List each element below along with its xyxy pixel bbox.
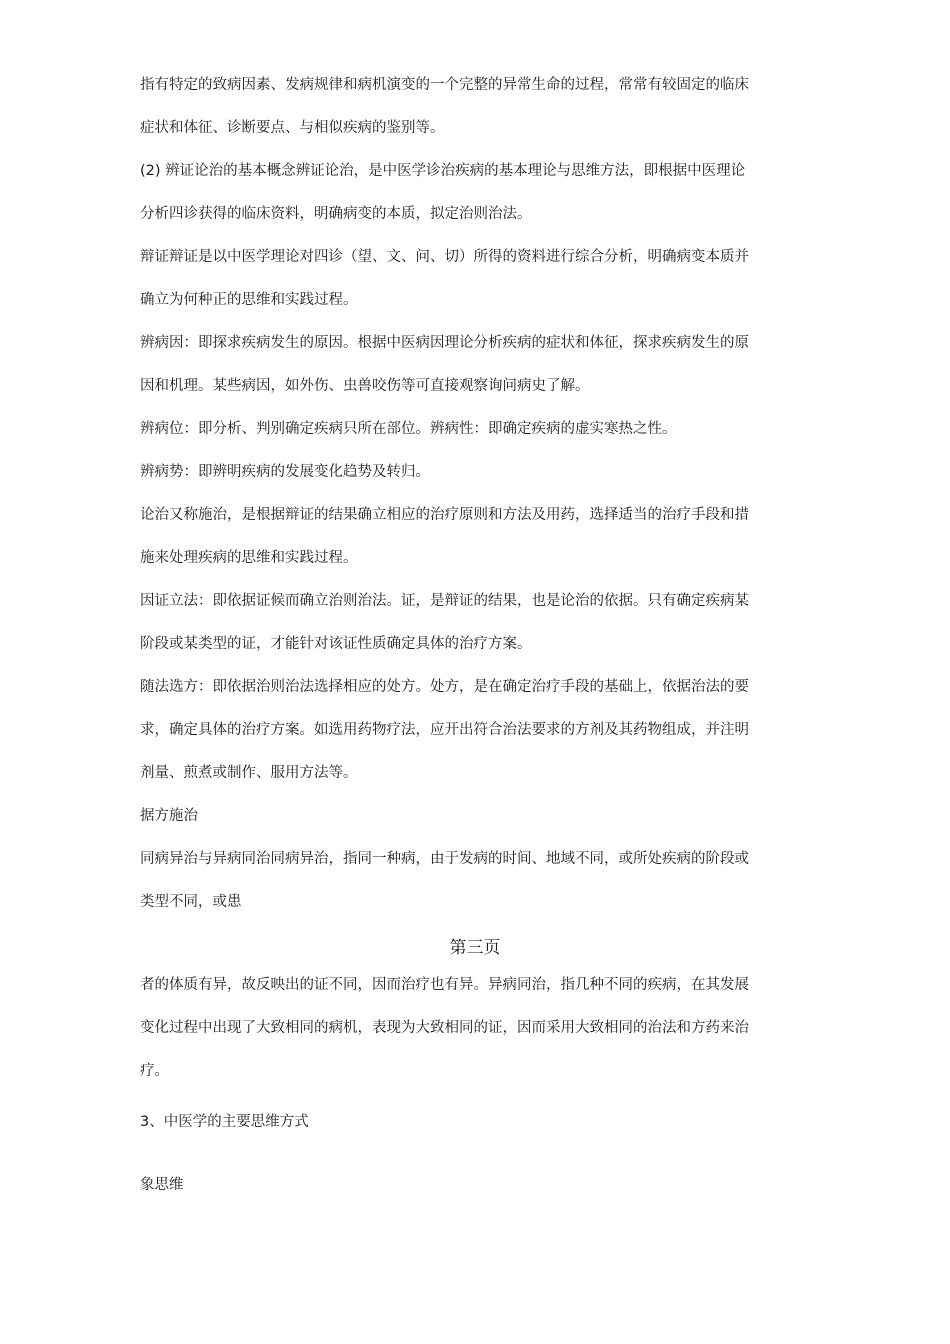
text-line: 辨病因：即探求疾病发生的原因。根据中医病因理论分析疾病的症状和体征，探求疾病发生的原 bbox=[140, 335, 749, 351]
text-line: 求，确定具体的治疗方案。如选用药物疗法，应开出符合治法要求的方剂及其药物组成，并注明 bbox=[140, 722, 749, 738]
text-line: 辩证辩证是以中医学理论对四诊（望、文、问、切）所得的资料进行综合分析，明确病变本质并 bbox=[140, 249, 749, 265]
text-line: 剂量、煎煮或制作、服用方法等。 bbox=[140, 765, 358, 781]
subheading: 象思维 bbox=[140, 1177, 184, 1193]
text-line: 施来处理疾病的思维和实践过程。 bbox=[140, 550, 358, 566]
text-line: 因证立法：即依据证候而确立治则治法。证，是辩证的结果，也是论治的依据。只有确定疾病某 bbox=[140, 593, 749, 609]
text-line: 辨病势：即辨明疾病的发展变化趋势及转归。 bbox=[140, 464, 430, 480]
text-line: 因和机理。某些病因，如外伤、虫兽咬伤等可直接观察询问病史了解。 bbox=[140, 378, 590, 394]
text-line: 随法选方：即依据治则治法选择相应的处方。处方，是在确定治疗手段的基础上，依据治法的要 bbox=[140, 679, 749, 695]
text-line: 变化过程中出现了大致相同的病机，表现为大致相同的证，因而采用大致相同的治法和方药来治 bbox=[140, 1020, 749, 1036]
text-line: 类型不同，或患 bbox=[140, 894, 242, 910]
text-line: 阶段或某类型的证，才能针对该证性质确定具体的治疗方案。 bbox=[140, 636, 532, 652]
section-heading: 3、中医学的主要思维方式 bbox=[140, 1114, 309, 1130]
page-label: 第三页 bbox=[449, 938, 501, 958]
text-line: 分析四诊获得的临床资料，明确病变的本质，拟定治则治法。 bbox=[140, 206, 532, 222]
text-line: 疗。 bbox=[140, 1063, 169, 1079]
text-line: (2) 辨证论治的基本概念辨证论治，是中医学诊治疾病的基本理论与思维方法，即根据中医理论 bbox=[140, 163, 746, 179]
text-line: 同病异治与异病同治同病异治，指同一种病，由于发病的时间、地域不同，或所处疾病的阶段或 bbox=[140, 851, 749, 867]
text-line: 指有特定的致病因素、发病规律和病机演变的一个完整的异常生命的过程，常常有较固定的临床 bbox=[140, 77, 749, 93]
text-line: 症状和体征、诊断要点、与相似疾病的鉴别等。 bbox=[140, 120, 445, 136]
text-line: 辨病位：即分析、判别确定疾病只所在部位。辨病性：即确定疾病的虚实寒热之性。 bbox=[140, 421, 677, 437]
text-line: 确立为何种正的思维和实践过程。 bbox=[140, 292, 358, 308]
text-line: 论治又称施治，是根据辩证的结果确立相应的治疗原则和方法及用药，选择适当的治疗手段和措 bbox=[140, 507, 749, 523]
text-line: 据方施治 bbox=[140, 808, 198, 824]
text-line: 者的体质有异，故反映出的证不同，因而治疗也有异。异病同治，指几种不同的疾病，在其发展 bbox=[140, 977, 749, 993]
